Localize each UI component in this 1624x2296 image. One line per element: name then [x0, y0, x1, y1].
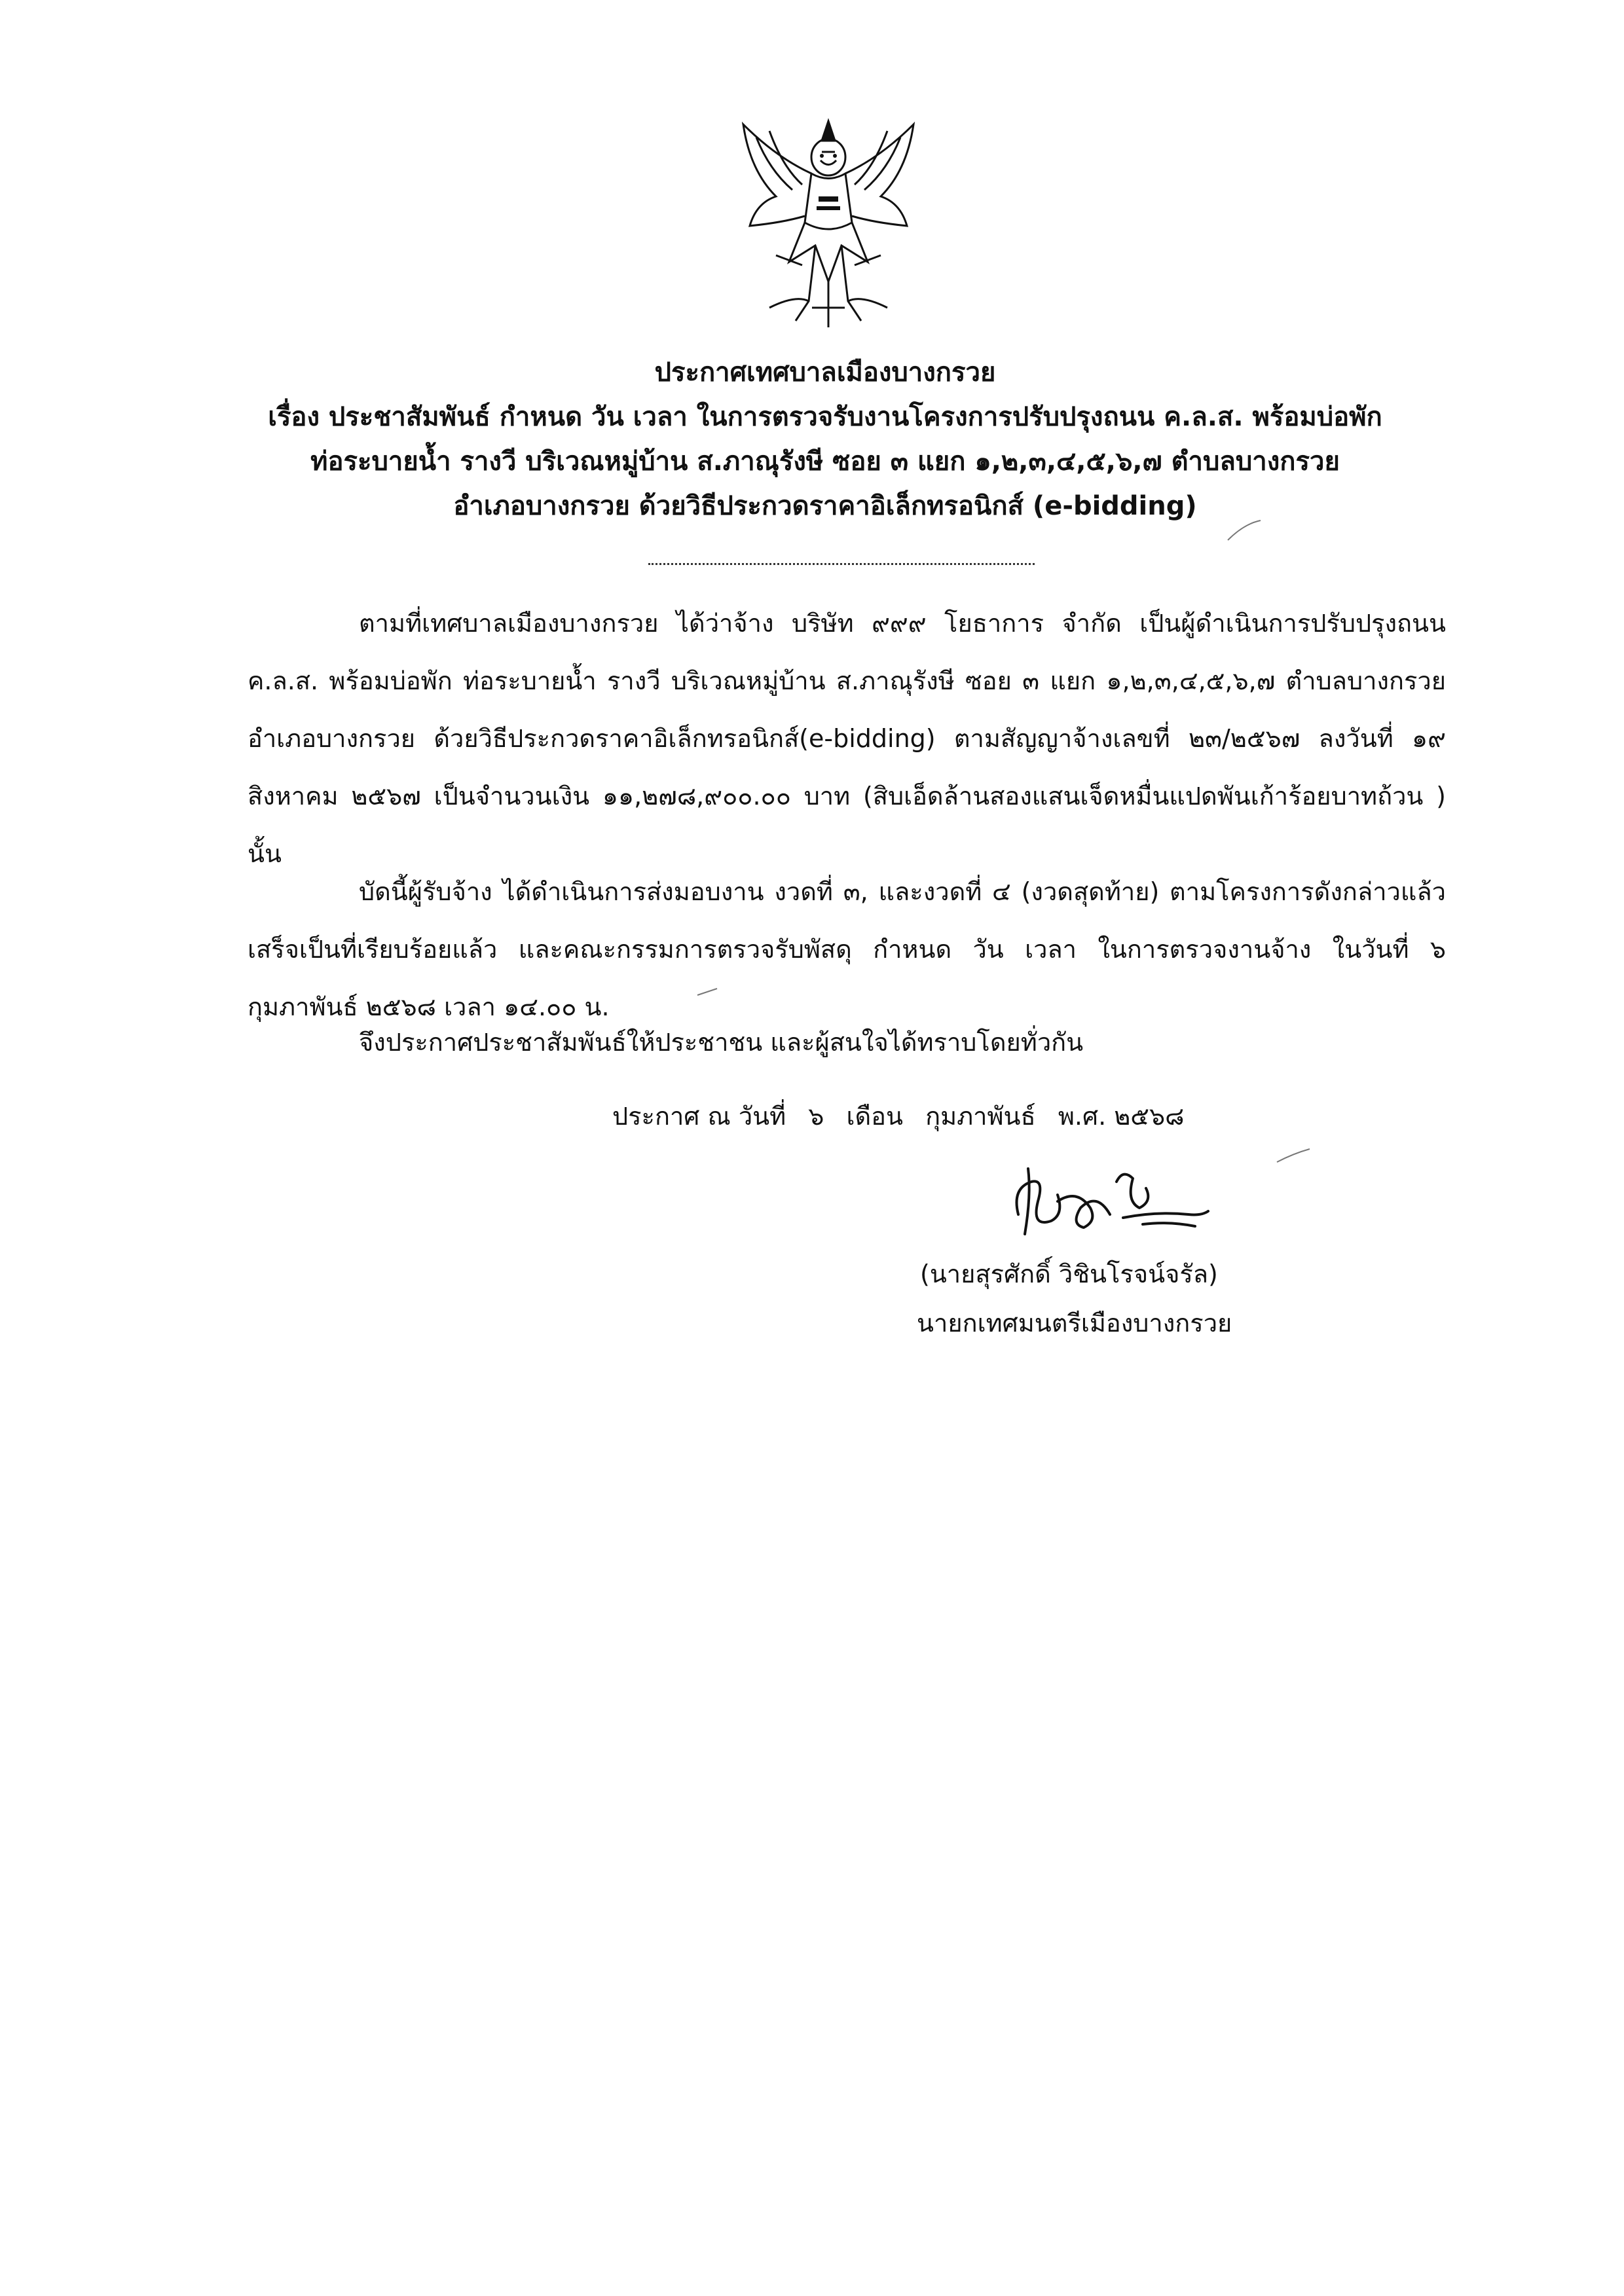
body-paragraph-2: บัดนี้ผู้รับจ้าง ได้ดำเนินการส่งมอบงาน งวดที่ ๓, และงวดที่ ๔ (งวดสุดท้าย) ตามโครงการดังกล่าวแล้วเสร็จเป็นที่เรียบร้อยแล้ว และคณะกรรมการตรวจรับพัสดุ กำหนด วัน เวลา ในการตรวจงานจ้าง ในวันที่ ๖ กุมภาพันธ์ ๒๕๖๘ เวลา ๑๔.๐๐ น.: [248, 877, 1446, 1021]
subject-line-2: ท่อระบายน้ำ รางวี บริเวณหมู่บ้าน ส.ภาณุรังษี ซอย ๓ แยก ๑,๒,๓,๔,๕,๖,๗ ตำบลบางกรวย: [310, 446, 1340, 477]
signer-position: นายกเทศมนตรีเมืองบางกรวย: [917, 1309, 1232, 1338]
subject-line-3: อำเภอบางกรวย ด้วยวิธีประกวดราคาอิเล็กทรอนิกส์ (e-bidding): [453, 491, 1197, 521]
body-paragraph-1: ตามที่เทศบาลเมืองบางกรวย ได้ว่าจ้าง บริษัท ๙๙๙ โยธาการ จำกัด เป็นผู้ดำเนินการปรับปรุงถนนค.ล.ส. พร้อมบ่อพัก ท่อระบายน้ำ รางวี บริเวณหมู่บ้าน ส.ภาณุรังษี ซอย ๓ แยก ๑,๒,๓,๔,๕,๖,๗ ตำบลบางกรวย อำเภอบางกรวย ด้วยวิธีประกวดราคาอิเล็กทรอนิกส์(e-bidding) ตามสัญญาจ้างเลขที่ ๒๓/๒๕๖๗ ลงวันที่ ๑๙ สิงหาคม ๒๕๖๗ เป็นจำนวนเงิน ๑๑,๒๗๘,๙๐๐.๐๐ บาท (สิบเอ็ดล้านสองแสนเจ็ดหมื่นแปดพันเก้าร้อยบาทถ้วน ) นั้น: [248, 609, 1446, 868]
announcement-title-block: [196, 350, 1454, 528]
date-label: ประกาศ ณ วันที่: [612, 1102, 786, 1131]
body-paragraph-3: จึงประกาศประชาสัมพันธ์ให้ประชาชน และผู้สนใจได้ทราบโดยทั่วกัน: [359, 1028, 1084, 1057]
org-title: ประกาศเทศบาลเมืองบางกรวย: [654, 357, 996, 388]
date-day: ๖: [808, 1102, 824, 1131]
handwritten-signature-icon: [992, 1156, 1228, 1260]
garuda-emblem-icon: [730, 111, 927, 334]
subject-line-1: เรื่อง ประชาสัมพันธ์ กำหนด วัน เวลา ในการตรวจรับงานโครงการปรับปรุงถนน ค.ล.ส. พร้อมบ่อพัก: [268, 402, 1382, 432]
signer-name: (นายสุรศักดิ์ วิชินโรจน์จรัล): [920, 1260, 1218, 1288]
announcement-date-line: [612, 1096, 1198, 1136]
scan-mark-icon: [694, 985, 720, 998]
scan-mark-icon: [1225, 517, 1264, 543]
date-month: กุมภาพันธ์: [925, 1102, 1036, 1131]
date-year: พ.ศ. ๒๕๖๘: [1058, 1102, 1185, 1131]
date-month-label: เดือน: [846, 1102, 903, 1131]
dotted-divider: [648, 563, 1035, 565]
scan-mark-icon: [1274, 1146, 1313, 1165]
